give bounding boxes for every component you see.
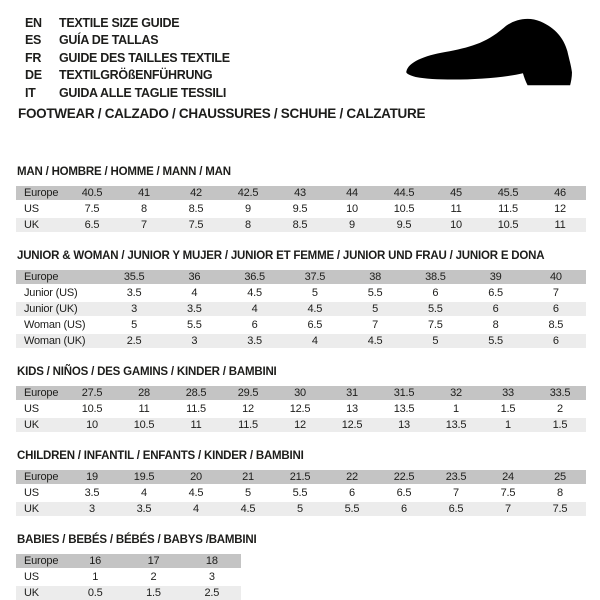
table-row	[16, 270, 586, 284]
size-value: 31	[326, 386, 378, 400]
size-table-kids	[16, 384, 586, 434]
table-row	[16, 486, 586, 500]
size-value: 4.5	[225, 286, 285, 300]
size-value: 6	[526, 334, 586, 348]
size-value: 21.5	[274, 470, 326, 484]
size-value: 6.5	[378, 486, 430, 500]
size-value: 4.5	[345, 334, 405, 348]
language-row-es	[25, 32, 230, 50]
size-value: 5.5	[164, 318, 224, 332]
table-row	[16, 502, 586, 516]
size-value: 44.5	[378, 186, 430, 200]
size-value: 4	[285, 334, 345, 348]
language-code: EN	[25, 15, 42, 30]
size-value: 12.5	[274, 402, 326, 416]
size-value: 2.5	[104, 334, 164, 348]
size-value: 33.5	[534, 386, 586, 400]
size-value: 9.5	[378, 218, 430, 232]
language-code: FR	[25, 50, 42, 65]
size-value: 5	[405, 334, 465, 348]
size-value: 11	[534, 218, 586, 232]
size-value: 0.5	[66, 586, 124, 600]
row-label: UK	[16, 502, 66, 516]
language-row-de	[25, 67, 230, 85]
size-value: 8	[118, 202, 170, 216]
size-value: 5	[104, 318, 164, 332]
size-value: 5	[345, 302, 405, 316]
size-value: 10	[66, 418, 118, 432]
row-label: US	[16, 570, 66, 584]
size-value: 18	[183, 554, 241, 568]
size-value: 19	[66, 470, 118, 484]
size-value: 7.5	[482, 486, 534, 500]
table-row	[16, 318, 586, 332]
size-value: 5	[285, 286, 345, 300]
size-value: 7	[526, 286, 586, 300]
size-value: 11.5	[482, 202, 534, 216]
size-value: 29.5	[222, 386, 274, 400]
table-row	[16, 286, 586, 300]
size-value: 25	[534, 470, 586, 484]
size-value: 3	[104, 302, 164, 316]
size-value: 11.5	[222, 418, 274, 432]
row-label: US	[16, 486, 66, 500]
size-table-children	[16, 468, 586, 518]
size-value: 22	[326, 470, 378, 484]
language-code: ES	[25, 33, 42, 48]
size-value: 11	[170, 418, 222, 432]
size-value: 13.5	[378, 402, 430, 416]
table-row	[16, 218, 586, 232]
size-value: 12	[534, 202, 586, 216]
size-value: 12.5	[326, 418, 378, 432]
size-value: 10.5	[482, 218, 534, 232]
size-value: 4.5	[285, 302, 345, 316]
table-row	[16, 554, 241, 568]
size-value: 2	[124, 570, 182, 584]
size-value: 7	[430, 486, 482, 500]
size-value: 45	[430, 186, 482, 200]
size-value: 33	[482, 386, 534, 400]
size-value: 37.5	[285, 270, 345, 284]
size-value: 5	[274, 502, 326, 516]
size-value: 8.5	[274, 218, 326, 232]
size-value: 3.5	[225, 334, 285, 348]
size-value: 8	[534, 486, 586, 500]
size-value: 3	[164, 334, 224, 348]
size-value: 6	[405, 286, 465, 300]
size-value: 6.5	[285, 318, 345, 332]
row-label: UK	[16, 418, 66, 432]
size-value: 13	[326, 402, 378, 416]
size-value: 8	[466, 318, 526, 332]
size-value: 1.5	[124, 586, 182, 600]
size-value: 12	[222, 402, 274, 416]
size-value: 8	[222, 218, 274, 232]
size-value: 10.5	[378, 202, 430, 216]
size-value: 40.5	[66, 186, 118, 200]
size-value: 10.5	[118, 418, 170, 432]
row-label: Woman (UK)	[16, 334, 104, 348]
size-value: 6	[225, 318, 285, 332]
size-value: 6	[326, 486, 378, 500]
size-value: 6	[526, 302, 586, 316]
size-value: 8.5	[526, 318, 586, 332]
size-value: 7	[345, 318, 405, 332]
size-value: 28	[118, 386, 170, 400]
row-label: Junior (US)	[16, 286, 104, 300]
table-row	[16, 202, 586, 216]
language-row-it	[25, 84, 230, 102]
size-value: 17	[124, 554, 182, 568]
size-value: 4	[118, 486, 170, 500]
size-value: 4.5	[222, 502, 274, 516]
size-value: 11	[118, 402, 170, 416]
size-value: 45.5	[482, 186, 534, 200]
size-section-babies	[16, 534, 586, 600]
size-value: 36.5	[225, 270, 285, 284]
size-value: 3	[183, 570, 241, 584]
size-section-man	[16, 166, 586, 234]
row-label: Woman (US)	[16, 318, 104, 332]
size-value: 1	[66, 570, 124, 584]
size-value: 6.5	[66, 218, 118, 232]
size-value: 35.5	[104, 270, 164, 284]
row-label: US	[16, 402, 66, 416]
table-row	[16, 402, 586, 416]
size-value: 3.5	[104, 286, 164, 300]
size-section-junior-woman	[16, 250, 586, 350]
size-value: 4	[225, 302, 285, 316]
size-value: 1.5	[482, 402, 534, 416]
language-title: GUÍA DE TALLAS	[59, 33, 159, 48]
size-section-children	[16, 450, 586, 518]
size-value: 36	[164, 270, 224, 284]
size-value: 16	[66, 554, 124, 568]
section-title-man: MAN / HOMBRE / HOMME / MANN / MAN	[17, 166, 231, 178]
size-value: 11.5	[170, 402, 222, 416]
size-value: 7.5	[405, 318, 465, 332]
size-value: 6	[466, 302, 526, 316]
size-value: 5.5	[345, 286, 405, 300]
size-value: 3.5	[118, 502, 170, 516]
size-value: 27.5	[66, 386, 118, 400]
section-title-junior-woman: JUNIOR & WOMAN / JUNIOR Y MUJER / JUNIOR ET FEMME / JUNIOR UND FRAU / JUNIOR E DONA	[17, 250, 545, 262]
size-value: 46	[534, 186, 586, 200]
size-value: 6.5	[466, 286, 526, 300]
size-value: 38	[345, 270, 405, 284]
table-row	[16, 302, 586, 316]
size-value: 7	[482, 502, 534, 516]
size-value: 41	[118, 186, 170, 200]
row-label: UK	[16, 586, 66, 600]
size-value: 8.5	[170, 202, 222, 216]
language-title: TEXTILGRÖßENFÜHRUNG	[59, 68, 213, 83]
language-row-en	[25, 14, 230, 32]
size-value: 28.5	[170, 386, 222, 400]
size-table-babies	[16, 552, 241, 600]
size-value: 3.5	[66, 486, 118, 500]
table-row	[16, 470, 586, 484]
size-value: 19.5	[118, 470, 170, 484]
size-value: 7.5	[170, 218, 222, 232]
size-value: 5.5	[326, 502, 378, 516]
language-title-list	[25, 14, 230, 102]
size-value: 7.5	[66, 202, 118, 216]
table-row	[16, 418, 586, 432]
table-row	[16, 186, 586, 200]
size-value: 1	[482, 418, 534, 432]
size-value: 24	[482, 470, 534, 484]
size-value: 9.5	[274, 202, 326, 216]
size-value: 1.5	[534, 418, 586, 432]
size-value: 13	[378, 418, 430, 432]
size-value: 10	[430, 218, 482, 232]
size-value: 23.5	[430, 470, 482, 484]
section-title-children: CHILDREN / INFANTIL / ENFANTS / KINDER / BAMBINI	[17, 450, 304, 462]
size-section-kids	[16, 366, 586, 434]
language-code: IT	[25, 85, 36, 100]
size-value: 6	[378, 502, 430, 516]
row-label: Europe	[16, 270, 104, 284]
size-value: 43	[274, 186, 326, 200]
size-value: 10	[326, 202, 378, 216]
size-value: 42.5	[222, 186, 274, 200]
size-value: 3.5	[164, 302, 224, 316]
section-title-kids: KIDS / NIÑOS / DES GAMINS / KINDER / BAMBINI	[17, 366, 277, 378]
category-title: FOOTWEAR / CALZADO / CHAUSSURES / SCHUHE / CALZATURE	[18, 106, 426, 121]
size-value: 4.5	[170, 486, 222, 500]
row-label: Europe	[16, 470, 66, 484]
size-value: 7.5	[534, 502, 586, 516]
language-title: GUIDA ALLE TAGLIE TESSILI	[59, 85, 227, 100]
table-row	[16, 386, 586, 400]
size-value: 31.5	[378, 386, 430, 400]
size-value: 1	[430, 402, 482, 416]
size-value: 5	[222, 486, 274, 500]
size-value: 11	[430, 202, 482, 216]
size-value: 40	[526, 270, 586, 284]
row-label: Europe	[16, 554, 66, 568]
size-value: 10.5	[66, 402, 118, 416]
size-value: 7	[118, 218, 170, 232]
size-value: 4	[164, 286, 224, 300]
size-value: 22.5	[378, 470, 430, 484]
size-table-junior-woman	[16, 268, 586, 350]
size-value: 9	[326, 218, 378, 232]
row-label: Junior (UK)	[16, 302, 104, 316]
row-label: US	[16, 202, 66, 216]
language-row-fr	[25, 49, 230, 67]
size-value: 4	[170, 502, 222, 516]
size-value: 5.5	[405, 302, 465, 316]
size-tables-container	[16, 166, 586, 600]
language-title: TEXTILE SIZE GUIDE	[59, 15, 180, 30]
size-value: 2.5	[183, 586, 241, 600]
size-value: 32	[430, 386, 482, 400]
size-value: 12	[274, 418, 326, 432]
size-value: 38.5	[405, 270, 465, 284]
size-value: 3	[66, 502, 118, 516]
size-value: 30	[274, 386, 326, 400]
size-value: 9	[222, 202, 274, 216]
table-row	[16, 570, 241, 584]
size-value: 5.5	[274, 486, 326, 500]
row-label: UK	[16, 218, 66, 232]
table-row	[16, 586, 241, 600]
shoe-icon	[399, 14, 584, 102]
size-value: 6.5	[430, 502, 482, 516]
size-value: 21	[222, 470, 274, 484]
size-value: 39	[466, 270, 526, 284]
row-label: Europe	[16, 186, 66, 200]
size-value: 20	[170, 470, 222, 484]
table-row	[16, 334, 586, 348]
size-value: 5.5	[466, 334, 526, 348]
language-code: DE	[25, 68, 42, 83]
size-value: 2	[534, 402, 586, 416]
section-title-babies: BABIES / BEBÉS / BÉBÉS / BABYS /BAMBINI	[17, 534, 257, 546]
language-title: GUIDE DES TAILLES TEXTILE	[59, 50, 230, 65]
row-label: Europe	[16, 386, 66, 400]
size-table-man	[16, 184, 586, 234]
size-value: 13.5	[430, 418, 482, 432]
size-value: 42	[170, 186, 222, 200]
size-value: 44	[326, 186, 378, 200]
